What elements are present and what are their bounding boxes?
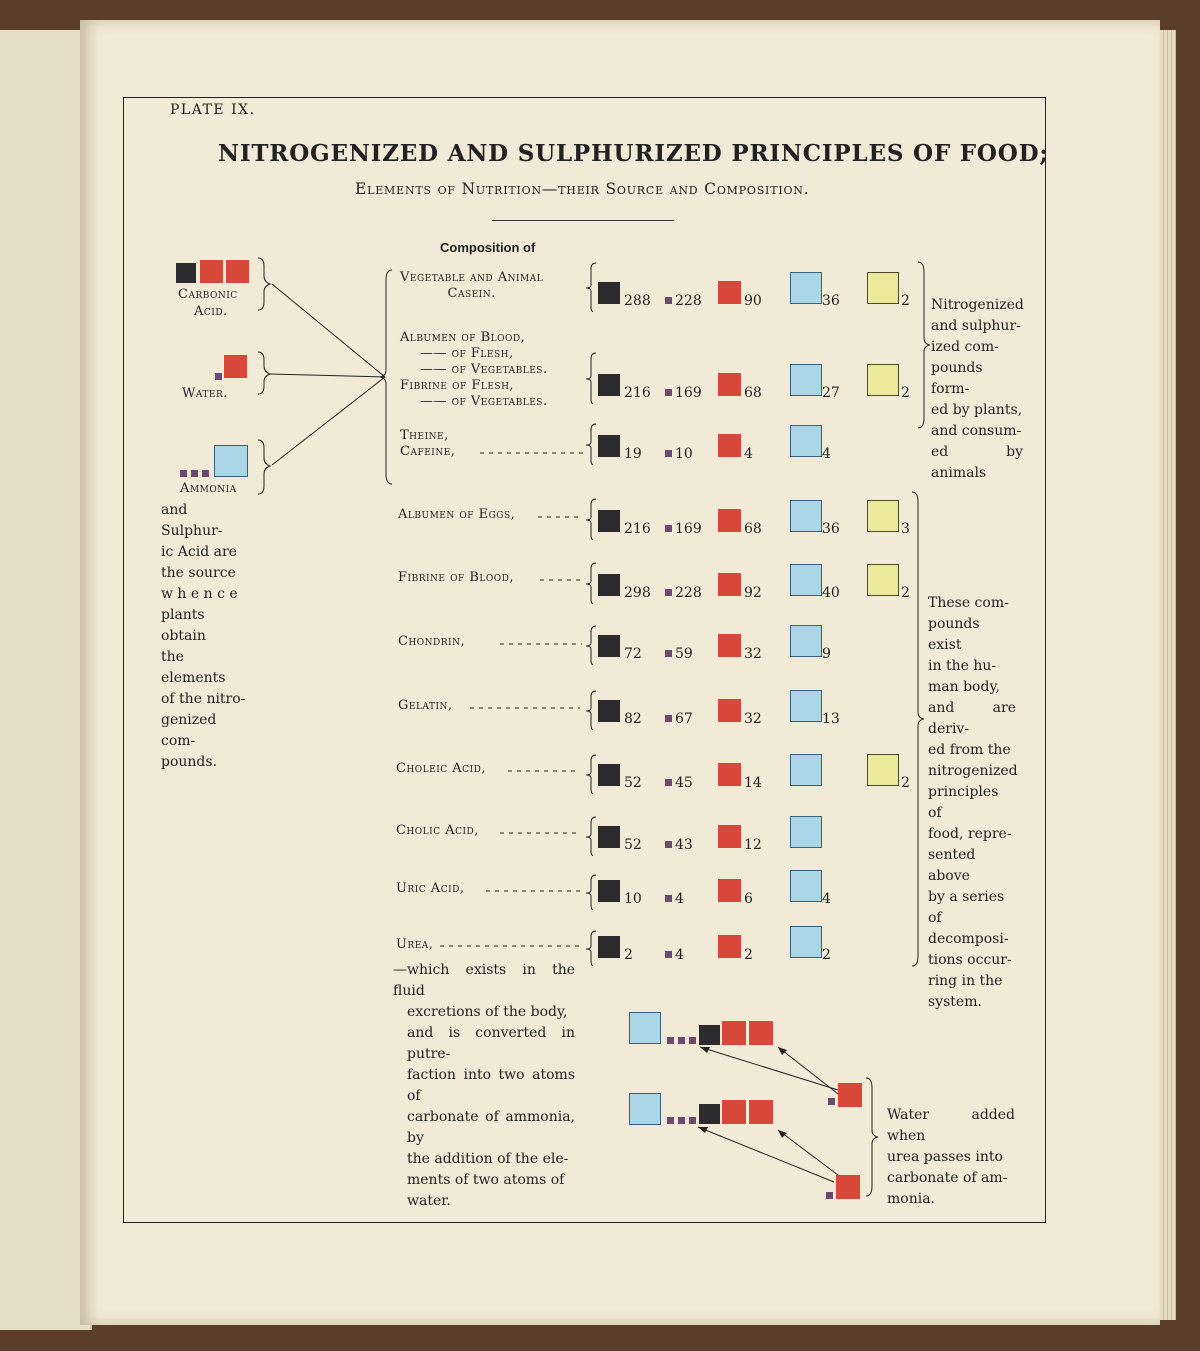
hydrogen-count: 4 <box>675 891 684 907</box>
nitrogen-atom <box>790 816 822 848</box>
sulphur-count: 2 <box>901 585 910 601</box>
carbon-count: 288 <box>624 293 651 309</box>
left-brace <box>258 440 270 494</box>
sulphur-atom <box>867 364 899 396</box>
row-label-choleic: Choleic Acid, <box>396 761 486 776</box>
oxygen-atom <box>749 1100 773 1124</box>
nitrogen-count: 4 <box>822 446 831 462</box>
row-brace <box>584 874 598 910</box>
hydrogen-atom <box>665 895 672 902</box>
oxygen-atom <box>718 879 741 902</box>
row-label-casein: Vegetable and Animal Casein. <box>400 270 544 301</box>
oxygen-count: 32 <box>744 711 762 727</box>
arrow-line <box>778 1047 842 1097</box>
ammonia-note: and Sulphur- ic Acid are the source w h e n c e plants obtain the elements of the nitro- genized com- pounds. <box>161 502 246 770</box>
human-brace <box>912 492 924 966</box>
nitrogen-count: 4 <box>822 891 831 907</box>
carbon-count: 298 <box>624 585 651 601</box>
oxygen-atom <box>838 1083 862 1107</box>
carbon-atom <box>598 435 620 457</box>
carbon-atom <box>598 574 620 596</box>
oxygen-atom <box>722 1021 746 1045</box>
oxygen-atom <box>718 509 741 532</box>
carbon-count: 19 <box>624 446 642 462</box>
row-label-albumen-eggs: Albumen of Eggs, <box>398 507 516 522</box>
sulphur-count: 2 <box>901 775 910 791</box>
carbon-atom <box>598 936 620 958</box>
composition-brace <box>380 270 392 484</box>
arrow-line <box>778 1130 842 1178</box>
arrow-head <box>778 1047 787 1055</box>
hydrogen-count: 169 <box>675 385 702 401</box>
nitrogen-count: 27 <box>822 385 840 401</box>
connector-line <box>272 377 385 465</box>
row-brace <box>584 262 598 312</box>
nitrogen-count: 40 <box>822 585 840 601</box>
hydrogen-atom <box>665 389 672 396</box>
human-body-note: These com- pounds exist in the hu- man body, and are deriv- ed from the nitrogenized principles of food, repre- sented above by a series of decomposi- tions occur- ring in the system. <box>928 595 1018 1010</box>
sulphur-count: 3 <box>901 521 910 537</box>
carbon-atom <box>598 510 620 532</box>
hydrogen-count: 59 <box>675 646 693 662</box>
hydrogen-atom <box>826 1192 833 1199</box>
row-brace <box>584 690 598 730</box>
nitrogen-atom <box>790 364 822 396</box>
hydrogen-atom <box>665 951 672 958</box>
hydrogen-count: 10 <box>675 446 693 462</box>
hydrogen-atom <box>665 715 672 722</box>
carbon-atom <box>598 374 620 396</box>
oxygen-atom <box>718 634 741 657</box>
nitrogen-atom <box>790 870 822 902</box>
row-brace <box>584 816 598 856</box>
oxygen-count: 68 <box>744 521 762 537</box>
water-brace <box>866 1078 878 1196</box>
oxygen-count: 6 <box>744 891 753 907</box>
hydrogen-count: 43 <box>675 837 693 853</box>
sulphur-atom <box>867 500 899 532</box>
nitrogen-count: 36 <box>822 521 840 537</box>
oxygen-atom <box>718 573 741 596</box>
hydrogen-count: 45 <box>675 775 693 791</box>
hydrogen-atom <box>665 650 672 657</box>
hydrogen-atom <box>665 779 672 786</box>
page-title: NITROGENIZED AND SULPHURIZED PRINCIPLES OF FOOD; <box>218 140 1049 167</box>
row-brace <box>584 352 598 404</box>
oxygen-atom <box>718 434 741 457</box>
hydrogen-atom <box>665 841 672 848</box>
carbon-count: 10 <box>624 891 642 907</box>
hydrogen-atom <box>665 589 672 596</box>
carbon-atom <box>699 1104 720 1124</box>
hydrogen-count: 228 <box>675 293 702 309</box>
carbon-atom <box>598 700 620 722</box>
carbon-atom <box>598 764 620 786</box>
carbon-count: 216 <box>624 385 651 401</box>
nitrogen-atom <box>629 1012 661 1044</box>
oxygen-count: 4 <box>744 446 753 462</box>
sulphur-atom <box>867 564 899 596</box>
hydrogen-atom <box>678 1037 685 1044</box>
nitrogen-atom <box>790 926 822 958</box>
nitrogen-atom <box>790 690 822 722</box>
oxygen-atom <box>836 1175 860 1199</box>
nitrogen-count: 13 <box>822 711 840 727</box>
arrow-head <box>778 1130 787 1138</box>
nitrogen-count: 36 <box>822 293 840 309</box>
carbon-atom <box>598 826 620 848</box>
plants-note: Nitrogenized and sulphur- ized com- pounds form- ed by plants, and consum- ed by animals <box>931 297 1024 481</box>
sulphur-atom <box>867 272 899 304</box>
carbon-count: 2 <box>624 947 633 963</box>
oxygen-count: 14 <box>744 775 762 791</box>
arrow-line <box>698 1127 834 1182</box>
connector-line <box>272 284 385 377</box>
hydrogen-count: 169 <box>675 521 702 537</box>
sulphur-atom <box>867 754 899 786</box>
water-label: Water. <box>182 386 228 401</box>
row-brace <box>584 562 598 604</box>
nitrogen-atom <box>790 564 822 596</box>
hydrogen-atom <box>667 1037 674 1044</box>
arrow-head <box>698 1127 708 1133</box>
hydrogen-count: 228 <box>675 585 702 601</box>
row-label-fibrine-blood: Fibrine of Blood, <box>398 570 514 585</box>
hydrogen-atom <box>689 1117 696 1124</box>
carbonic-label: Carbonic <box>178 287 238 302</box>
oxygen-atom <box>718 825 741 848</box>
left-brace <box>258 352 270 394</box>
ammonia-label: Ammonia <box>180 481 237 496</box>
sulphur-count: 2 <box>901 293 910 309</box>
hydrogen-atom <box>689 1037 696 1044</box>
sulphur-count: 2 <box>901 385 910 401</box>
hydrogen-atom <box>678 1117 685 1124</box>
composition-header: Composition of <box>440 240 536 255</box>
water-added-note: Water added when urea passes into carbonate of am- monia. <box>887 1107 1015 1207</box>
nitrogen-atom <box>790 272 822 304</box>
hydrogen-atom <box>665 525 672 532</box>
plants-brace <box>918 262 930 428</box>
oxygen-atom <box>718 935 741 958</box>
nitrogen-count: 2 <box>822 947 831 963</box>
row-label-cholic: Cholic Acid, <box>396 823 479 838</box>
carbon-atom <box>598 635 620 657</box>
oxygen-count: 92 <box>744 585 762 601</box>
oxygen-atom <box>722 1100 746 1124</box>
hydrogen-atom <box>828 1098 835 1105</box>
plate-number: PLATE IX. <box>170 102 256 118</box>
oxygen-atom <box>718 699 741 722</box>
carbon-count: 52 <box>624 837 642 853</box>
carbon-count: 52 <box>624 775 642 791</box>
row-label-albumen-fibrine: Albumen of Blood, —— of Flesh, —— of Vegetables. Fibrine of Flesh, —— of Vegetables. <box>400 330 548 409</box>
nitrogen-atom <box>790 625 822 657</box>
row-label-theine: Theine, Cafeine, <box>400 428 456 459</box>
oxygen-atom <box>749 1021 773 1045</box>
carbon-atom <box>699 1025 720 1045</box>
nitrogen-atom <box>790 754 822 786</box>
carbonic-label-2: Acid. <box>194 304 228 319</box>
arrow-line <box>700 1047 838 1090</box>
oxygen-atom <box>718 373 741 396</box>
nitrogen-atom <box>790 425 822 457</box>
oxygen-count: 12 <box>744 837 762 853</box>
row-label-uric: Uric Acid, <box>396 881 465 896</box>
connector-line <box>270 374 385 377</box>
oxygen-atom <box>718 763 741 786</box>
carbon-atom <box>598 282 620 304</box>
oxygen-count: 68 <box>744 385 762 401</box>
oxygen-count: 2 <box>744 947 753 963</box>
row-brace <box>584 625 598 665</box>
carbon-count: 72 <box>624 646 642 662</box>
row-label-chondrin: Chondrin, <box>398 634 466 649</box>
row-brace <box>584 498 598 540</box>
row-label-gelatin: Gelatin, <box>398 698 453 713</box>
oxygen-count: 32 <box>744 646 762 662</box>
oxygen-atom <box>718 281 741 304</box>
row-brace <box>584 930 598 966</box>
left-brace <box>258 258 270 310</box>
hydrogen-count: 67 <box>675 711 693 727</box>
row-brace <box>584 754 598 794</box>
hydrogen-atom <box>665 450 672 457</box>
hydrogen-atom <box>665 297 672 304</box>
urea-note: —which exists in the fluid excretions of the body, and is converted in putre- faction into two atoms of carbonate of ammonia, by the addition of the ele- ments of two atoms of water. <box>393 962 575 1209</box>
hydrogen-atom <box>667 1117 674 1124</box>
oxygen-count: 90 <box>744 293 762 309</box>
nitrogen-atom <box>629 1093 661 1125</box>
row-label-urea: Urea, <box>396 937 434 952</box>
arrow-head <box>700 1047 710 1053</box>
row-brace <box>584 423 598 465</box>
page-subtitle: Elements of Nutrition—their Source and Composition. <box>355 180 810 198</box>
nitrogen-atom <box>790 500 822 532</box>
carbon-atom <box>598 880 620 902</box>
carbon-count: 82 <box>624 711 642 727</box>
carbon-count: 216 <box>624 521 651 537</box>
hydrogen-count: 4 <box>675 947 684 963</box>
nitrogen-count: 9 <box>822 646 831 662</box>
